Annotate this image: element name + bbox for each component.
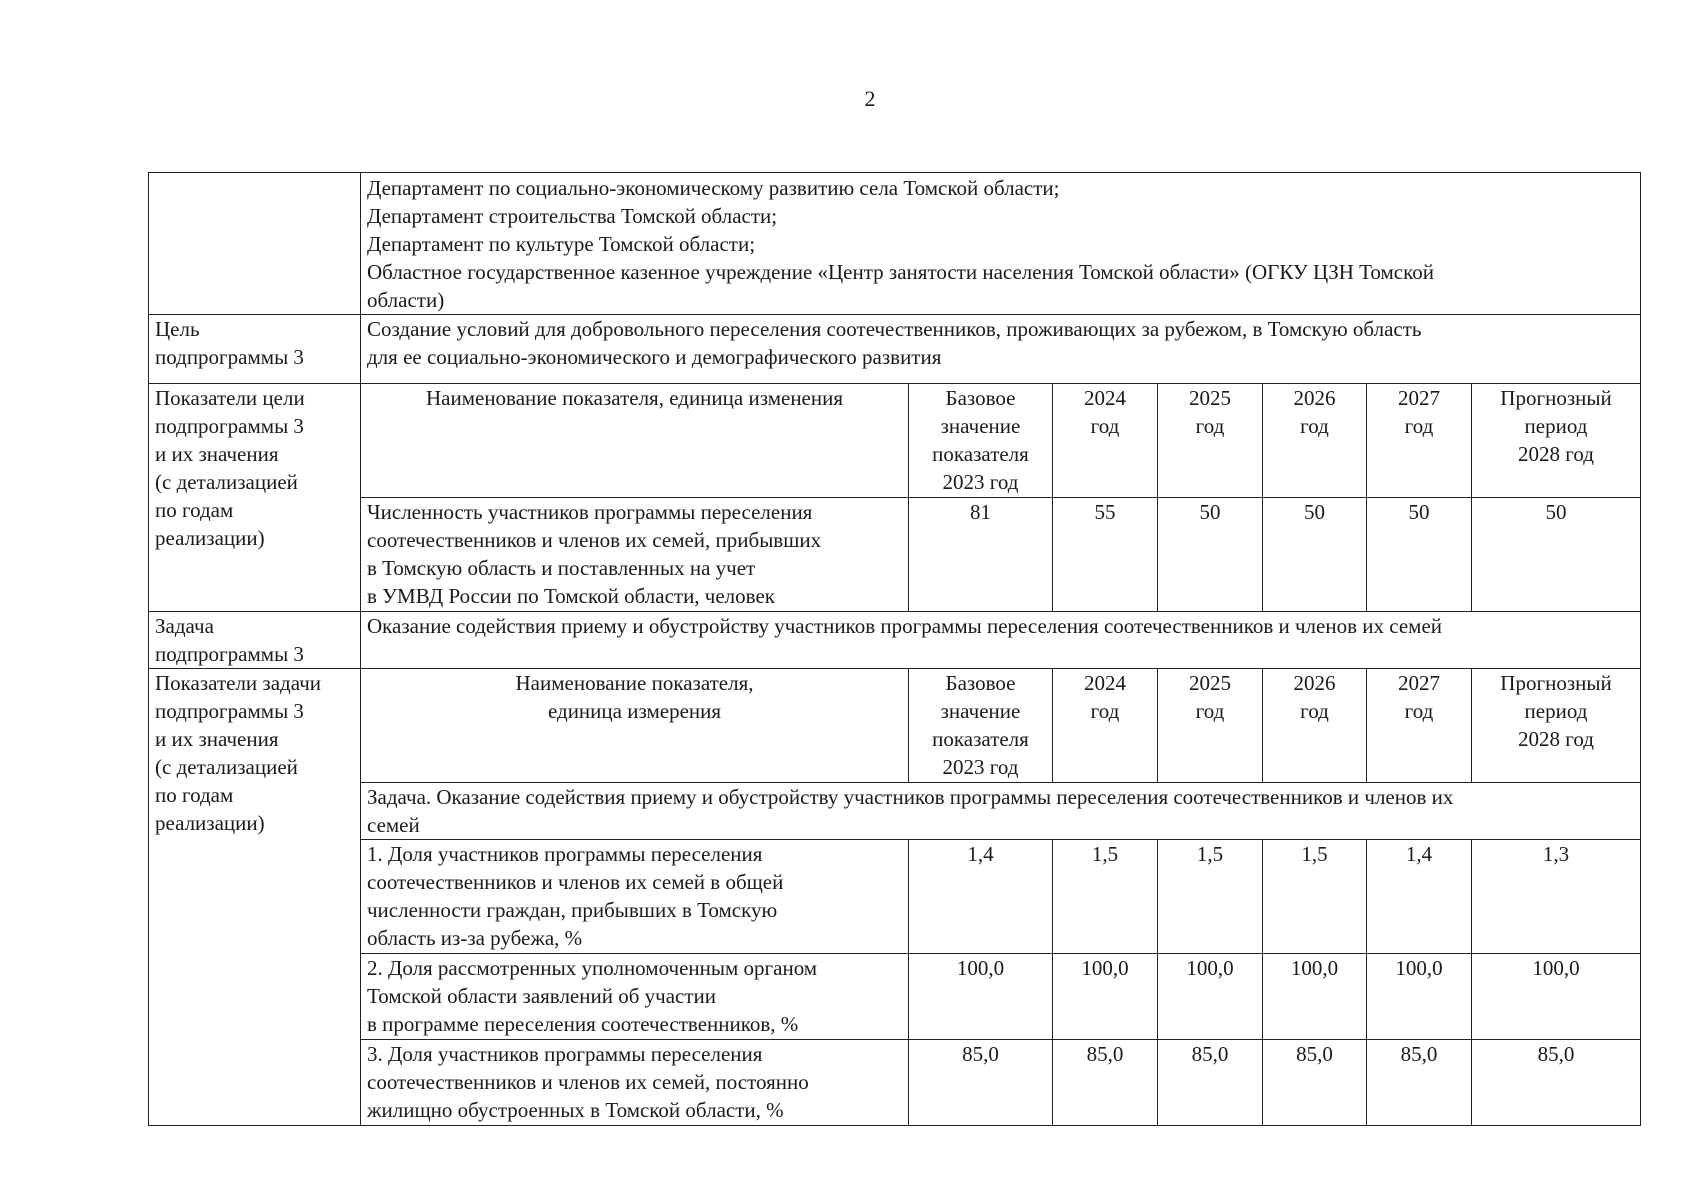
column-header-2024: [1053, 669, 1158, 783]
header-line: 2028 год: [1518, 727, 1594, 751]
table-row: [149, 1040, 1641, 1126]
value-2024: 1,5: [1053, 840, 1158, 954]
task-indicators-label-line: по годам: [155, 783, 234, 807]
header-line: год: [1300, 699, 1329, 723]
header-line: 2026: [1293, 386, 1336, 410]
task-text: Оказание содействия приему и обустройству участников программы переселения соотечественников и членов их семей: [361, 612, 1641, 669]
value-2027: 50: [1367, 498, 1472, 612]
goal-indicators-header-row: [149, 384, 1641, 498]
table-row: [149, 954, 1641, 1040]
goal-indicators-label-line: и их значения: [155, 442, 279, 466]
indicator-name: [361, 840, 909, 954]
executor-line: Департамент по культуре Томской области;: [367, 232, 756, 256]
executor-line: области): [367, 288, 445, 312]
value-2025: 85,0: [1158, 1040, 1263, 1126]
header-line: год: [1300, 414, 1329, 438]
indicator-name-line: соотечественников и членов их семей, прибывших: [367, 528, 822, 552]
value-2027: 85,0: [1367, 1040, 1472, 1126]
goal-indicators-label-line: реализации): [155, 526, 265, 550]
header-line: 2027: [1398, 671, 1440, 695]
executor-line: Департамент по социально-экономическому развитию села Томской области;: [367, 176, 1060, 200]
goal-label-line: подпрограммы 3: [155, 345, 304, 369]
indicator-name-line: жилищно обустроенных в Томской области, %: [367, 1098, 784, 1122]
header-line: 2024: [1084, 386, 1126, 410]
goal-text-line: для ее социально-экономического и демографического развития: [367, 345, 942, 369]
executor-line: Департамент строительства Томской области;: [367, 204, 778, 228]
indicator-name-line: область из-за рубежа, %: [367, 926, 583, 950]
header-line: 2027: [1398, 386, 1440, 410]
column-header-base: [909, 384, 1053, 498]
column-header-name: Наименование показателя, единица изменения: [361, 384, 909, 498]
task-label-line: Задача: [155, 614, 214, 638]
indicator-name-line: соотечественников и членов их семей в общей: [367, 870, 784, 894]
header-line: 2025: [1189, 671, 1231, 695]
column-header-forecast: [1472, 669, 1641, 783]
value-base: 1,4: [909, 840, 1053, 954]
indicator-name-line: в УМВД России по Томской области, человек: [367, 584, 775, 608]
goal-row: [149, 315, 1641, 384]
column-header-2025: [1158, 384, 1263, 498]
table-row: [149, 840, 1641, 954]
indicator-name-line: соотечественников и членов их семей, постоянно: [367, 1070, 809, 1094]
executor-line: Областное государственное казенное учреждение «Центр занятости населения Томской области» (ОГКУ ЦЗН Томской: [367, 260, 1434, 284]
value-base: 100,0: [909, 954, 1053, 1040]
header-line: год: [1090, 414, 1120, 438]
task-indicators-label-line: (с детализацией: [155, 755, 298, 779]
task-indicators-label-line: реализации): [155, 811, 265, 835]
header-line: единица измерения: [547, 699, 722, 723]
header-line: год: [1404, 414, 1434, 438]
table-row: [149, 498, 1641, 612]
goal-indicators-label-line: подпрограммы 3: [155, 414, 304, 438]
value-2024: 55: [1053, 498, 1158, 612]
value-base: 85,0: [909, 1040, 1053, 1126]
header-line: год: [1195, 414, 1225, 438]
value-forecast: 50: [1472, 498, 1641, 612]
value-forecast: 100,0: [1472, 954, 1641, 1040]
header-line: период: [1524, 414, 1588, 438]
task-label: [149, 612, 361, 669]
value-2026: 85,0: [1263, 1040, 1367, 1126]
goal-indicators-label-line: (с детализацией: [155, 470, 298, 494]
value-2026: 50: [1263, 498, 1367, 612]
column-header-2026: [1263, 384, 1367, 498]
value-2024: 100,0: [1053, 954, 1158, 1040]
header-line: 2025: [1189, 386, 1231, 410]
page-number: 2: [864, 86, 876, 111]
column-header-forecast: [1472, 384, 1641, 498]
header-line: значение: [940, 699, 1021, 723]
task-indicators-label-line: и их значения: [155, 727, 279, 751]
indicator-name-line: Численность участников программы переселения: [367, 500, 813, 524]
header-line: год: [1090, 699, 1120, 723]
value-2026: 1,5: [1263, 840, 1367, 954]
column-header-name: [361, 669, 909, 783]
indicator-name-line: 2. Доля рассмотренных уполномоченным органом: [367, 956, 818, 980]
task-label-line: подпрограммы 3: [155, 642, 304, 666]
header-line: период: [1524, 699, 1588, 723]
indicator-name-line: 1. Доля участников программы переселения: [367, 842, 763, 866]
header-line: 2023 год: [942, 470, 1019, 494]
goal-label: [149, 315, 361, 384]
task-subheading-line: Задача. Оказание содействия приему и обустройству участников программы переселения соотечественников и членов их: [367, 785, 1454, 809]
header-line: Базовое: [945, 671, 1016, 695]
value-2024: 85,0: [1053, 1040, 1158, 1126]
task-indicators-label-line: Показатели задачи: [155, 671, 321, 695]
subprogram-passport-table: [148, 172, 1641, 1126]
goal-text-line: Создание условий для добровольного переселения соотечественников, проживающих за рубежом, в Томскую область: [367, 317, 1422, 341]
value-base: 81: [909, 498, 1053, 612]
task-indicators-label-line: подпрограммы 3: [155, 699, 304, 723]
task-indicators-label: [149, 669, 361, 1126]
header-line: Базовое: [945, 386, 1016, 410]
header-line: 2024: [1084, 671, 1126, 695]
value-2027: 100,0: [1367, 954, 1472, 1040]
task-row: [149, 612, 1641, 669]
goal-indicators-label-line: по годам: [155, 498, 234, 522]
task-subheading-line: семей: [367, 813, 420, 837]
task-indicators-header-row: [149, 669, 1641, 783]
indicator-name: [361, 498, 909, 612]
indicator-name-line: в программе переселения соотечественников, %: [367, 1012, 799, 1036]
column-header-2026: [1263, 669, 1367, 783]
column-header-2024: [1053, 384, 1158, 498]
task-subheading-row: [149, 783, 1641, 840]
value-2025: 50: [1158, 498, 1263, 612]
indicator-name-line: 3. Доля участников программы переселения: [367, 1042, 763, 1066]
header-line: год: [1195, 699, 1225, 723]
goal-indicators-label: [149, 384, 361, 612]
goal-text: [361, 315, 1641, 384]
indicator-name-line: Томской области заявлений об участии: [367, 984, 717, 1008]
goal-label-line: Цель: [155, 317, 200, 341]
header-line: значение: [940, 414, 1021, 438]
column-header-2027: [1367, 384, 1472, 498]
executors-label-cell: [149, 173, 361, 315]
indicator-name-line: в Томскую область и поставленных на учет: [367, 556, 756, 580]
value-forecast: 1,3: [1472, 840, 1641, 954]
header-line: показателя: [932, 727, 1029, 751]
task-subheading: [361, 783, 1641, 840]
header-line: 2028 год: [1518, 442, 1594, 466]
goal-indicators-label-line: Показатели цели: [155, 386, 305, 410]
header-line: Прогнозный: [1500, 386, 1612, 410]
header-line: показателя: [932, 442, 1029, 466]
indicator-name: [361, 1040, 909, 1126]
indicator-name-line: численности граждан, прибывших в Томскую: [367, 898, 778, 922]
indicator-name: [361, 954, 909, 1040]
column-header-2027: [1367, 669, 1472, 783]
header-line: Прогнозный: [1500, 671, 1612, 695]
value-2026: 100,0: [1263, 954, 1367, 1040]
header-line: 2026: [1293, 671, 1336, 695]
value-2027: 1,4: [1367, 840, 1472, 954]
column-header-base: [909, 669, 1053, 783]
header-line: Наименование показателя,: [515, 671, 754, 695]
column-header-2025: [1158, 669, 1263, 783]
executors-text-cell: [361, 173, 1641, 315]
value-2025: 100,0: [1158, 954, 1263, 1040]
value-forecast: 85,0: [1472, 1040, 1641, 1126]
value-2025: 1,5: [1158, 840, 1263, 954]
header-line: 2023 год: [942, 755, 1019, 779]
executors-row: [149, 173, 1641, 315]
header-line: год: [1404, 699, 1434, 723]
